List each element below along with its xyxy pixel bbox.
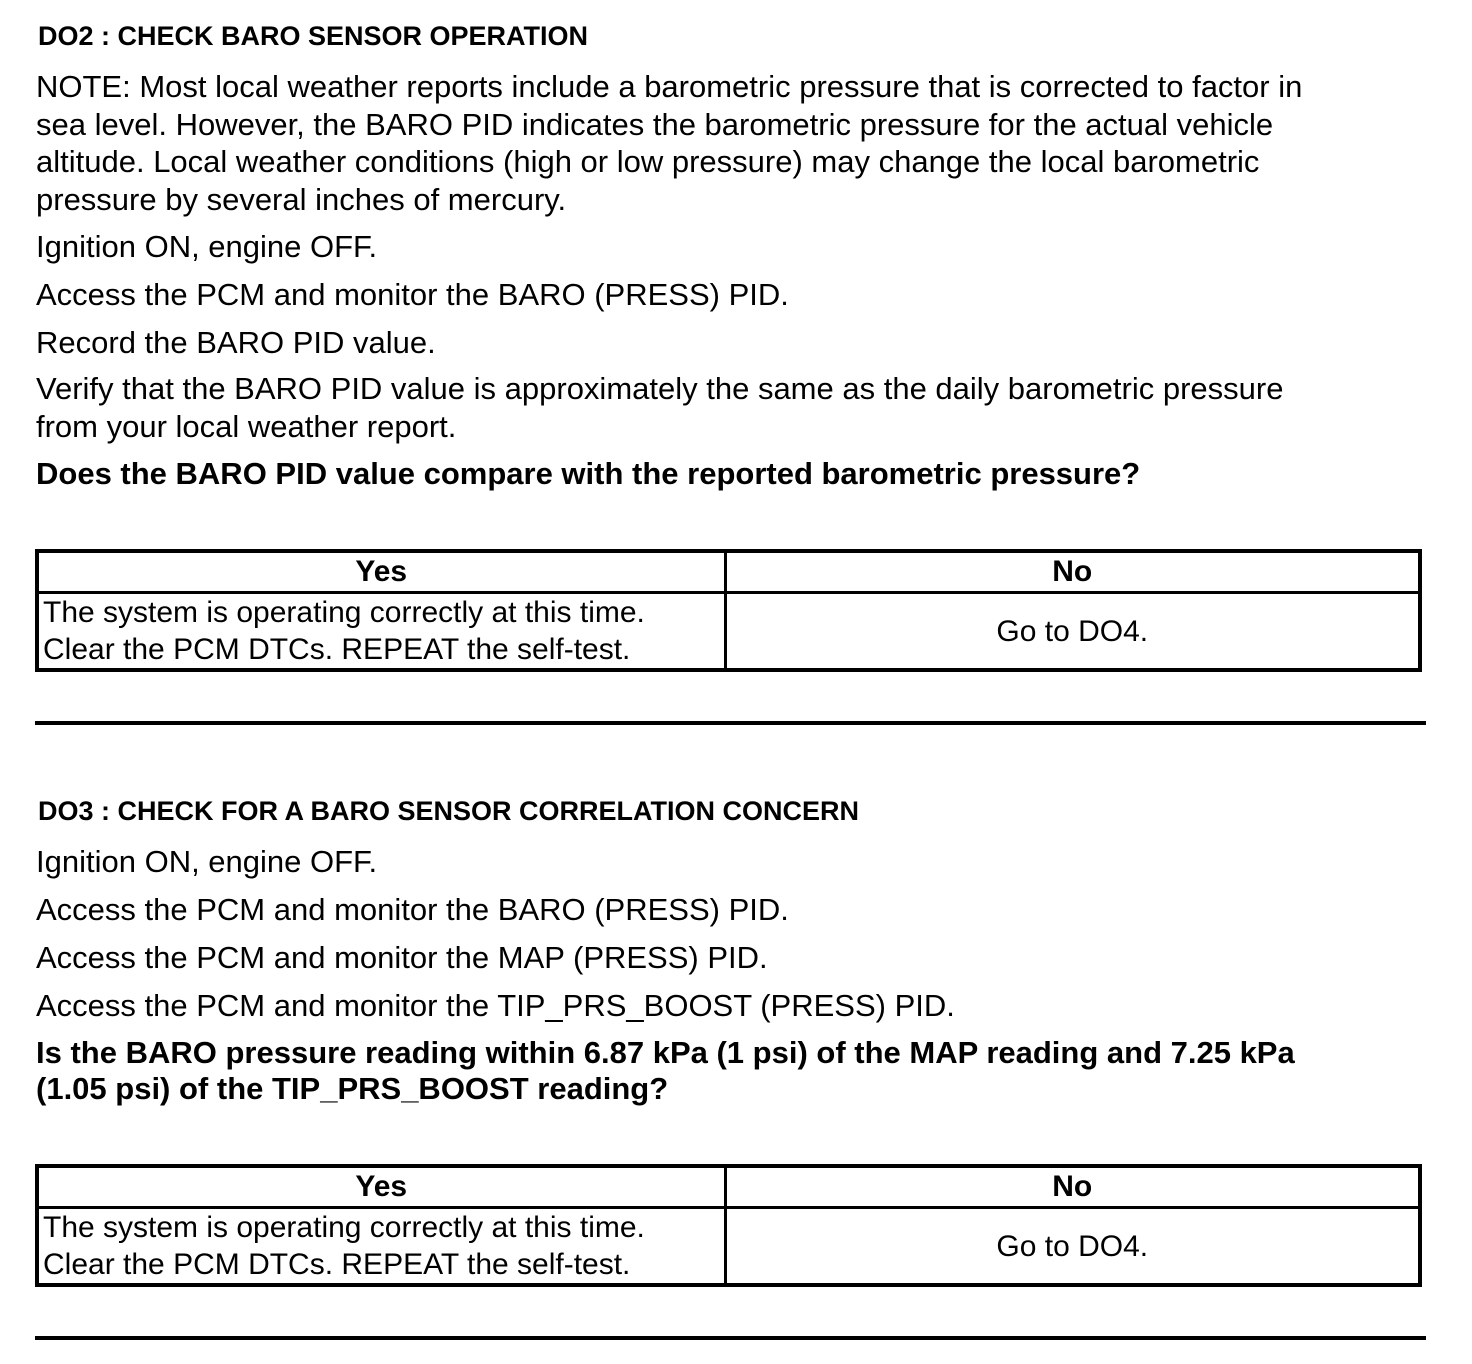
yes-result-line: The system is operating correctly at this time.: [43, 596, 645, 629]
do2-step-ignition: [36, 228, 1436, 266]
section-divider: [35, 1336, 1426, 1340]
do3-step-text: Access the PCM and monitor the TIP_PRS_BOOST (PRESS) PID.: [36, 988, 955, 1023]
do3-result-table: [35, 1164, 1422, 1287]
do3-step-monitor-baro: [36, 891, 1436, 929]
do3-heading: DO3 : CHECK FOR A BARO SENSOR CORRELATION CONCERN: [38, 796, 860, 826]
do3-step-ignition: [36, 843, 1436, 881]
do3-step-text: Access the PCM and monitor the BARO (PRESS) PID.: [36, 892, 789, 927]
yes-header: Yes: [37, 551, 725, 593]
section-divider: [35, 721, 1426, 725]
no-result-cell: Go to DO4.: [725, 593, 1420, 671]
do2-result-table: [35, 549, 1422, 672]
yes-result-cell: [37, 1208, 725, 1286]
do2-step-text: Ignition ON, engine OFF.: [36, 229, 378, 264]
do2-heading: DO2 : CHECK BARO SENSOR OPERATION: [38, 21, 589, 51]
do2-verify: [36, 370, 1436, 445]
table-row: [37, 593, 1420, 671]
do3-question-line: (1.05 psi) of the TIP_PRS_BOOST reading?: [36, 1071, 669, 1106]
do3-question-line: Is the BARO pressure reading within 6.87 kPa (1 psi) of the MAP reading and 7.25 kPa: [36, 1035, 1295, 1070]
no-result-cell: Go to DO4.: [725, 1208, 1420, 1286]
do3-step-text: Ignition ON, engine OFF.: [36, 844, 378, 879]
do2-step-text: Record the BARO PID value.: [36, 325, 436, 360]
do3-step-text: Access the PCM and monitor the MAP (PRESS) PID.: [36, 940, 768, 975]
do2-note-line: altitude. Local weather conditions (high or low pressure) may change the local barometric: [36, 144, 1260, 179]
no-header: No: [725, 551, 1420, 593]
do2-verify-line: Verify that the BARO PID value is approximately the same as the daily barometric pressure: [36, 371, 1284, 406]
do2-note: [36, 68, 1436, 218]
do2-note-line: sea level. However, the BARO PID indicates the barometric pressure for the actual vehicle: [36, 106, 1274, 142]
yes-header: Yes: [37, 1166, 725, 1208]
do2-step-monitor-baro: [36, 276, 1436, 314]
do2-note-line: NOTE: Most local weather reports include a barometric pressure that is corrected to factor in: [36, 69, 1303, 104]
yes-result-line: Clear the PCM DTCs. REPEAT the self-test.: [43, 1248, 631, 1281]
do2-verify-line: from your local weather report.: [36, 408, 457, 444]
no-header: No: [725, 1166, 1420, 1208]
table-header-row: [37, 1166, 1420, 1208]
do3-step-monitor-tip: [36, 987, 1436, 1025]
do2-step-record: [36, 324, 1436, 362]
do3-question: [36, 1035, 1446, 1107]
yes-result-cell: [37, 593, 725, 671]
table-row: [37, 1208, 1420, 1286]
yes-result-line: Clear the PCM DTCs. REPEAT the self-test.: [43, 633, 631, 666]
do2-question-line: Does the BARO PID value compare with the reported barometric pressure?: [36, 456, 1141, 491]
do2-note-line: pressure by several inches of mercury.: [36, 181, 567, 217]
table-header-row: [37, 551, 1420, 593]
do2-question: [36, 456, 1446, 492]
yes-result-line: The system is operating correctly at this time.: [43, 1211, 645, 1244]
do2-step-text: Access the PCM and monitor the BARO (PRESS) PID.: [36, 277, 789, 312]
do3-step-monitor-map: [36, 939, 1436, 977]
